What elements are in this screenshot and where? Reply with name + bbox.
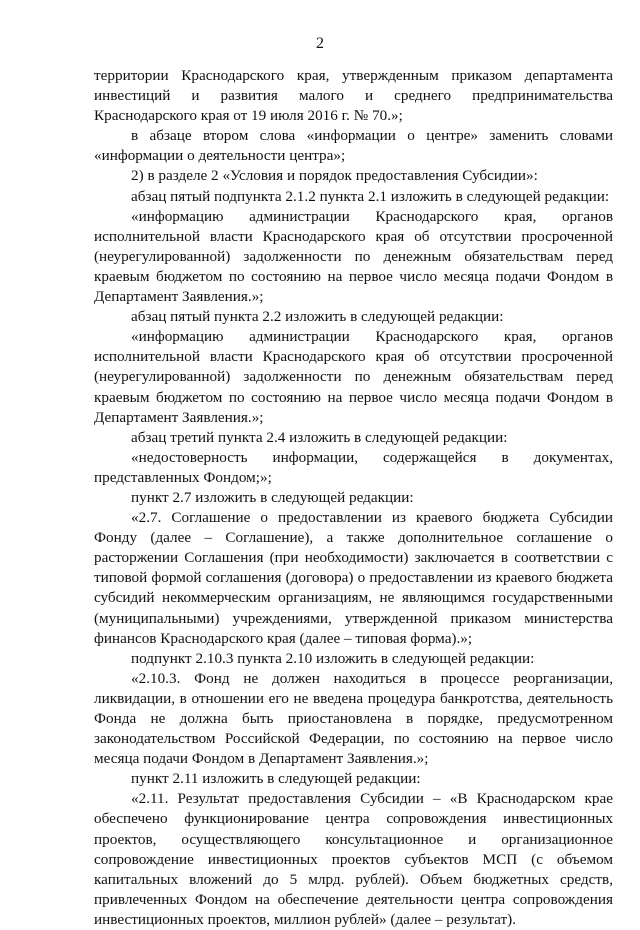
page-number: 2 bbox=[316, 35, 324, 52]
paragraph-section-2-heading: 2) в разделе 2 «Условия и порядок предоставления Субсидии»: bbox=[131, 167, 538, 185]
paragraph-replace-words: в абзаце втором слова «информации о центре» заменить словами «информации о деятельности центра»; bbox=[94, 127, 613, 165]
paragraph-amend-2-10-3: подпункт 2.10.3 пункта 2.10 изложить в следующей редакции: bbox=[131, 649, 535, 667]
paragraph-amend-2-7: пункт 2.7 изложить в следующей редакции: bbox=[131, 488, 414, 506]
paragraph-amend-2-4: абзац третий пункта 2.4 изложить в следующей редакции: bbox=[131, 428, 508, 446]
paragraph-amend-2-1-2: абзац пятый подпункта 2.1.2 пункта 2.1 изложить в следующей редакции: bbox=[131, 187, 610, 205]
paragraph-quote-2-2: «информацию администрации Краснодарского края, органов исполнительной власти Краснодарского края об отсутствии просроченной (неурегулированной) задолженности по денежным обязательствам перед краевым бюджетом по состоянию на первое число месяца подачи Фондом в Департамент Заявления.»; bbox=[94, 328, 613, 426]
document-body bbox=[94, 66, 613, 930]
paragraph-quote-2-7: «2.7. Соглашение о предоставлении из краевого бюджета Субсидии Фонду (далее – Соглашение), а также дополнительное соглашение о расторжении Соглашения (при необходимости) заключается в соответствии с типовой формой соглашения (договора) о предоставлении из краевого бюджета субсидий некоммерческим организациям, не являющимся государственными (муниципальными) учреждениями, утвержденной приказом министерства финансов Краснодарского края (далее – типовая форма).»; bbox=[94, 509, 613, 647]
paragraph-amend-2-2: абзац пятый пункта 2.2 изложить в следующей редакции: bbox=[131, 308, 504, 326]
paragraph-quote-2-10-3: «2.10.3. Фонд не должен находиться в процессе реорганизации, ликвидации, в отношении его не введена процедура банкротства, деятельность Фонда не должна быть приостановлена в порядке, предусмотренном законодательством Российской Федерации, по состоянию на первое число месяца подачи Фондом в Департамент Заявления.»; bbox=[94, 669, 613, 768]
paragraph-continuation: территории Краснодарского края, утвержденным приказом департамента инвестиций и развития малого и среднего предпринимательства Краснодарского края от 19 июля 2016 г. № 70.»; bbox=[94, 67, 613, 125]
paragraph-quote-2-11: «2.11. Результат предоставления Субсидии – «В Краснодарском крае обеспечено функционирование центра сопровождения инвестиционных проектов, осуществляющего консультационное и организационное сопровождение инвестиционных проектов субъектов МСП (с объемом капитальных вложений до 5 млрд. рублей). Объем бюджетных средств, привлеченных Фондом на обеспечение деятельности центра сопровождения инвестиционных проектов, миллион рублей» (далее – результат). bbox=[94, 790, 613, 928]
paragraph-amend-2-11: пункт 2.11 изложить в следующей редакции: bbox=[131, 770, 421, 788]
paragraph-quote-2-4: «недостоверность информации, содержащейся в документах, представленных Фондом;»; bbox=[94, 448, 613, 486]
paragraph-quote-2-1-2: «информацию администрации Краснодарского края, органов исполнительной власти Краснодарского края об отсутствии просроченной (неурегулированной) задолженности по денежным обязательствам перед краевым бюджетом по состоянию на первое число месяца подачи Фондом в Департамент Заявления.»; bbox=[94, 207, 613, 306]
